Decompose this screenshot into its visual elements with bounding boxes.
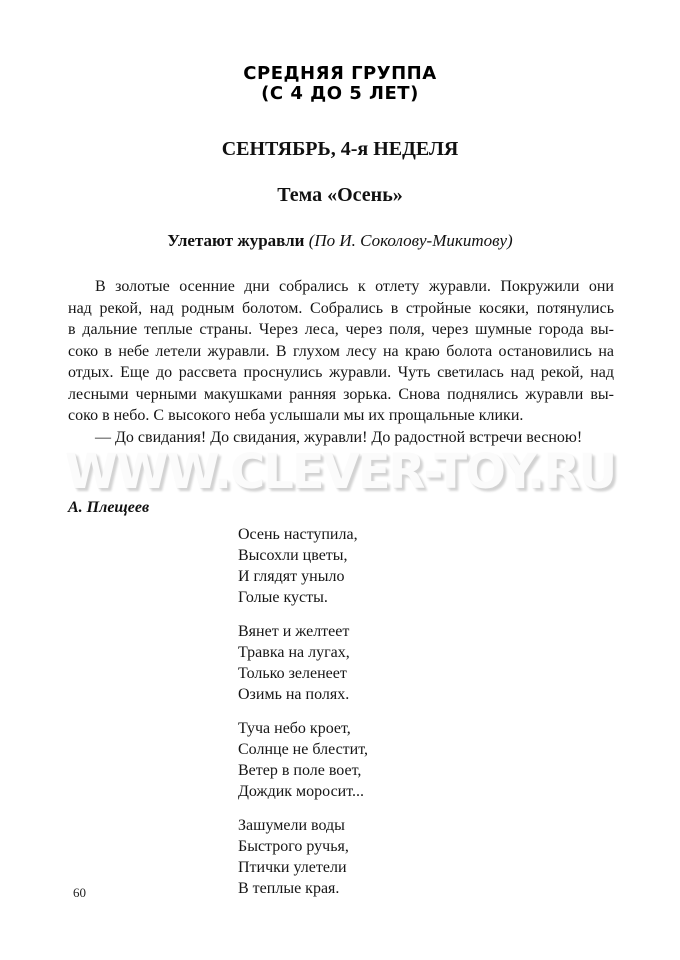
week-title: СЕНТЯБРЬ, 4-я НЕДЕЛЯ bbox=[221, 138, 459, 160]
poem-stanza bbox=[238, 718, 368, 802]
group-header-line1: СРЕДНЯЯ ГРУППА bbox=[243, 63, 437, 84]
poem bbox=[238, 524, 368, 912]
story-text bbox=[68, 276, 614, 448]
poem-line: Быстрого ручья, bbox=[238, 838, 349, 855]
poem-line: Вянет и желтеет bbox=[238, 623, 350, 640]
poem-line: Высохли цветы, bbox=[238, 547, 348, 564]
poem-line: Осень наступила, bbox=[238, 526, 358, 543]
poem-line: Травка на лугах, bbox=[238, 644, 350, 661]
poem-line: Зашумели воды bbox=[238, 817, 345, 834]
poem-line: В теплые края. bbox=[238, 880, 340, 897]
story-dialogue-line: — До свидания! До свидания, журавли! До радостной встречи весною! bbox=[95, 428, 583, 446]
story-line: соко в небо. С высокого неба услышали мы их прощальные клики. bbox=[68, 407, 524, 424]
poem-line: Только зеленеет bbox=[238, 665, 347, 682]
poem-line: Солнце не блестит, bbox=[238, 741, 369, 758]
poem-stanza bbox=[238, 621, 368, 705]
story-attribution: (По И. Соколову-Микитову) bbox=[308, 231, 513, 250]
story-line: отдых. Еще до рассвета проснулись журавли. Чуть светилась над рекой, над bbox=[68, 364, 614, 381]
poem-line: Ветер в поле воет, bbox=[238, 762, 362, 779]
story-line: лесными черными макушками ранняя зорька. Снова поднялись журавли вы- bbox=[68, 385, 614, 403]
site-watermark: WWW.CLEVER-TOY.RU bbox=[64, 444, 616, 500]
poem-line: Птички улетели bbox=[238, 859, 347, 876]
story-heading bbox=[0, 231, 680, 251]
poem-line: Дождик моросит... bbox=[238, 783, 365, 800]
page-number: 60 bbox=[73, 885, 86, 900]
poem-line: И глядят уныло bbox=[238, 568, 345, 585]
story-title: Улетают журавли bbox=[167, 231, 305, 250]
poem-line: Озимь на полях. bbox=[238, 686, 350, 703]
group-header bbox=[0, 64, 680, 104]
group-header-line2: (С 4 ДО 5 ЛЕТ) bbox=[261, 83, 419, 104]
story-line: соко в небе летели журавли. В глухом лесу на краю болота остановились на bbox=[68, 342, 614, 360]
story-line: в дальние теплые страны. Через леса, через поля, через шумные города вы- bbox=[68, 321, 614, 338]
theme-title: Тема «Осень» bbox=[277, 184, 403, 206]
poem-line: Голые кусты. bbox=[238, 589, 328, 606]
poem-author: А. Плещеев bbox=[68, 499, 150, 516]
story-line: над рекой, над родным болотом. Собрались в стройные косяки, потянулись bbox=[68, 299, 614, 317]
story-line: В золотые осенние дни собрались к отлету журавли. Покружили они bbox=[95, 278, 614, 295]
poem-line: Туча небо кроет, bbox=[238, 720, 351, 737]
poem-stanza bbox=[238, 524, 368, 608]
poem-stanza bbox=[238, 815, 368, 899]
